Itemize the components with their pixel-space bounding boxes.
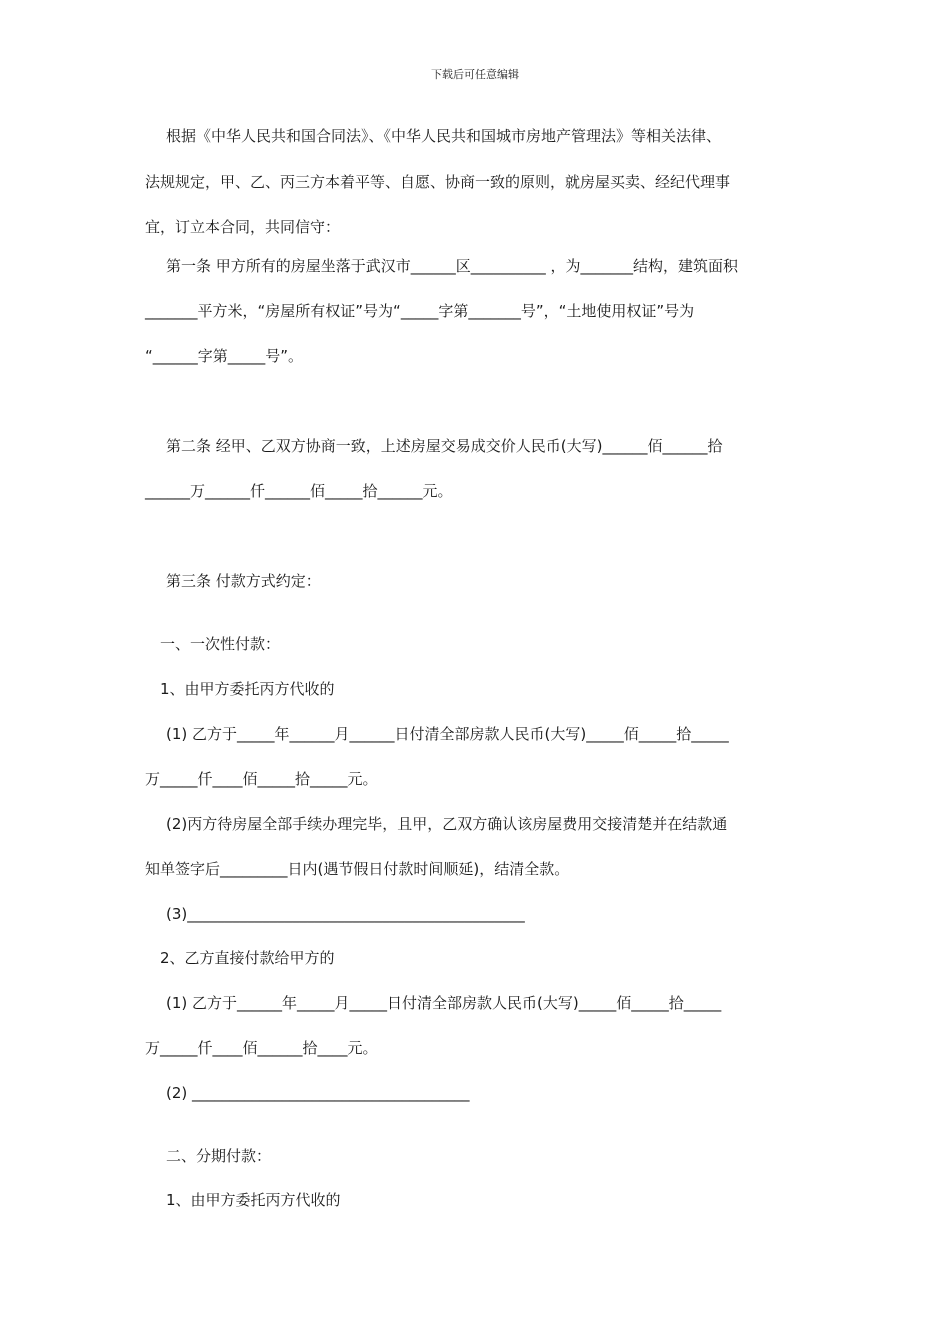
article-1-line: 第一条 甲方所有的房屋坐落于武汉市______区__________ ，为_______结构，建筑面积 — [166, 257, 739, 275]
section-heading: 一、一次性付款： — [160, 635, 281, 653]
article-2-line: 第二条 经甲、乙双方协商一致，上述房屋交易成交价人民币(大写)______佰______拾 — [166, 437, 723, 455]
clause-line: 万_____仟____佰_____拾_____元。 — [145, 770, 378, 788]
article-2-line: ______万______仟______佰_____拾______元。 — [145, 482, 453, 500]
article-3-heading: 第三条 付款方式约定： — [166, 572, 321, 590]
article-1-line: _______平方米，“房屋所有权证”号为“_____字第_______号”，“土地使用权证”号为 — [145, 302, 695, 320]
clause-line: (1) 乙方于_____年______月______日付清全部房款人民币(大写)_____佰_____拾_____ — [166, 725, 729, 743]
paragraph-line: 宜，订立本合同，共同信守： — [145, 218, 341, 236]
subsection-heading: 1、由甲方委托丙方代收的 — [166, 1191, 341, 1209]
clause-line: (3)_____________________________________________ — [166, 905, 525, 923]
subsection-heading: 1、由甲方委托丙方代收的 — [160, 680, 335, 698]
clause-line: (2) _____________________________________ — [166, 1084, 470, 1102]
subsection-heading: 2、乙方直接付款给甲方的 — [160, 949, 335, 967]
clause-line: 知单签字后_________日内(遇节假日付款时间顺延)，结清全款。 — [145, 860, 570, 878]
clause-line: 万_____仟____佰______拾____元。 — [145, 1039, 378, 1057]
article-1-line: “______字第_____号”。 — [145, 347, 304, 365]
paragraph-line: 根据《中华人民共和国合同法》、《中华人民共和国城市房地产管理法》等相关法律、 — [166, 127, 722, 145]
clause-line: (1) 乙方于______年_____月_____日付清全部房款人民币(大写)_____佰_____拾_____ — [166, 994, 722, 1012]
paragraph-line: 法规规定，甲、乙、丙三方本着平等、自愿、协商一致的原则，就房屋买卖、经纪代理事 — [145, 173, 731, 191]
section-heading: 二、分期付款： — [166, 1147, 272, 1165]
page-header: 下载后可任意编辑 — [431, 68, 519, 81]
clause-line: (2)丙方待房屋全部手续办理完毕，且甲，乙双方确认该房屋费用交接清楚并在结款通 — [166, 815, 728, 833]
